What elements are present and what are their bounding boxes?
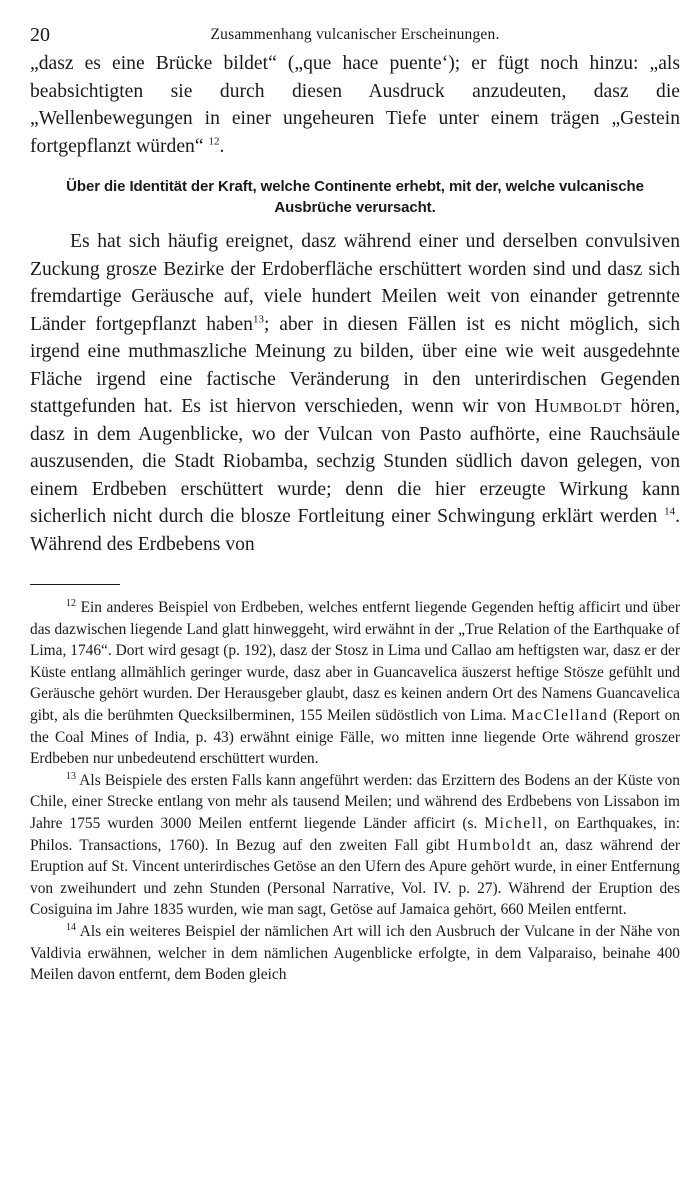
running-head: [30, 24, 680, 50]
paragraph-text: „dasz es eine Brücke bildet“ („que hace puente‘); er fügt noch hinzu: „als beabsichtigten sie durch diesen Ausdruck anzudeuten, dasz die „Wellenbewegungen in einer ungeheuren Tiefe unter einem trägen „Gestein fortgepflanzt würden“: [30, 53, 680, 157]
section-heading: Über die Identität der Kraft, welche Continente erhebt, mit der, welche vulcanische Ausbrüche verursacht.: [66, 178, 644, 216]
footnotes: [30, 597, 680, 986]
footnote-text: Ein anderes Beispiel von Erdbeben, welches entfernt liegende Gegenden heftig afficirt und über das dazwischen liegende Land glatt hinweggeht, wird erwähnt in der „True Relation of the Earthquake of Lima, 1746“. Dort wird gesagt (p. 192), dasz der Stosz in Lima und Callao am heftigsten war, dasz er der Küste entlang allmählich geringer wurde, dasz aber in Guancavelica äuszerst heftige Stösze gefühlt und Geräusche gehört wurden. Der Herausgeber glaubt, dasz es keinen andern Ort des Namens Guancavelica gibt, als die berühmten Quecksilberminen, 155 Meilen südöstlich von Lima.: [30, 599, 680, 724]
paragraph-text: . Während des Erdbebens von: [30, 506, 680, 555]
footnote-text: (Report on the Coal Mines of India, p. 43) erwähnt einige Fälle, wo mitten inne liegende Orte während groszer Erdbeben nur unbedeutend erschüttert wurden.: [30, 706, 680, 768]
paragraph-text: Es hat sich häufig ereignet, dasz während einer und derselben convulsiven Zuckung grosze Bezirke der Erdoberfläche erschüttert worden sind und dasz sich fremdartige Geräusche auf, viele hundert Meilen weit von einander getrennte Länder fortgepflanzt haben: [30, 231, 680, 335]
paragraph-text: ; aber in diesen Fällen ist es nicht möglich, sich irgend eine muthmaszliche Meinung zu bilden, über eine wie weit ausgedehnte Fläche irgend eine factische Veränderung in den unterirdischen Gegenden stattgefunden hat. Es ist hiervon verschieden, wenn wir von: [30, 313, 680, 417]
footnote-number: 13: [66, 770, 76, 782]
running-title: Zusammenhang vulcanischer Erscheinungen.: [210, 26, 500, 43]
footnote-text: Als Beispiele des ersten Falls kann angeführt werden: das Erzittern des Bodens an der Küste von Chile, einer Strecke entlang von mehr als tausend Meilen; und während des Erdbebens von Lissabon im Jahre 1755 wurden 3000 Meilen entfernt liegende Länder afficirt (s.: [30, 771, 680, 832]
book-page: [30, 24, 680, 986]
paragraph: [30, 228, 680, 558]
author-name: Michell: [484, 814, 544, 832]
footnote-ref: 13: [252, 312, 264, 325]
footnote-text: an, dasz während der Eruption auf St. Vincent unterirdisches Getöse an den Ufern des Apure gehört wurde, in einer Entfernung von zweihundert und zehn Stunden (Personal Narrative, Vol. IV. p. 27). Während der Eruption des Cosiguina im Jahre 1835 wurden, wie man sagt, Getöse auf Jamaica gehört, 660 Meilen entfernt.: [30, 836, 680, 919]
footnote-number: 14: [66, 921, 76, 933]
footnote: [30, 770, 680, 921]
body-text: [30, 50, 680, 558]
paragraph-text: .: [219, 135, 225, 157]
footnote: [30, 921, 680, 986]
footnote: [30, 597, 680, 770]
footnote-text: , on Earthquakes, in: Philos. Transactions, 1760). In Bezug auf den zweiten Fall gibt: [30, 814, 680, 854]
footnote-number: 12: [66, 597, 76, 609]
footnote-divider: [30, 584, 120, 585]
author-name: Humboldt: [457, 836, 533, 854]
author-name: Humboldt: [534, 396, 623, 417]
paragraph-continuation: [30, 50, 680, 160]
footnote-ref: 14: [664, 505, 676, 518]
footnote-text: Als ein weiteres Beispiel der nämlichen Art will ich den Ausbruch der Vulcane in der Nähe von Valdivia erwähnen, welcher in dem nämlichen Augenblicke erfolgte, in dem Valparaiso, beinahe 400 Meilen davon entfernt, dem Boden gleich: [30, 922, 680, 984]
author-name: MacClelland: [511, 706, 609, 724]
footnote-ref: 12: [208, 134, 220, 147]
page-number: 20: [30, 24, 50, 46]
paragraph-text: hören, dasz in dem Augenblicke, wo der Vulcan von Pasto aufhörte, eine Rauchsäule auszusenden, die Stadt Riobamba, sechzig Stunden südlich davon gelegen, von einem Erdbeben erschüttert wurde; denn die hier erzeugte Wirkung kann sicherlich nicht durch die blosze Fortleitung einer Schwingung erklärt werden: [30, 396, 680, 527]
